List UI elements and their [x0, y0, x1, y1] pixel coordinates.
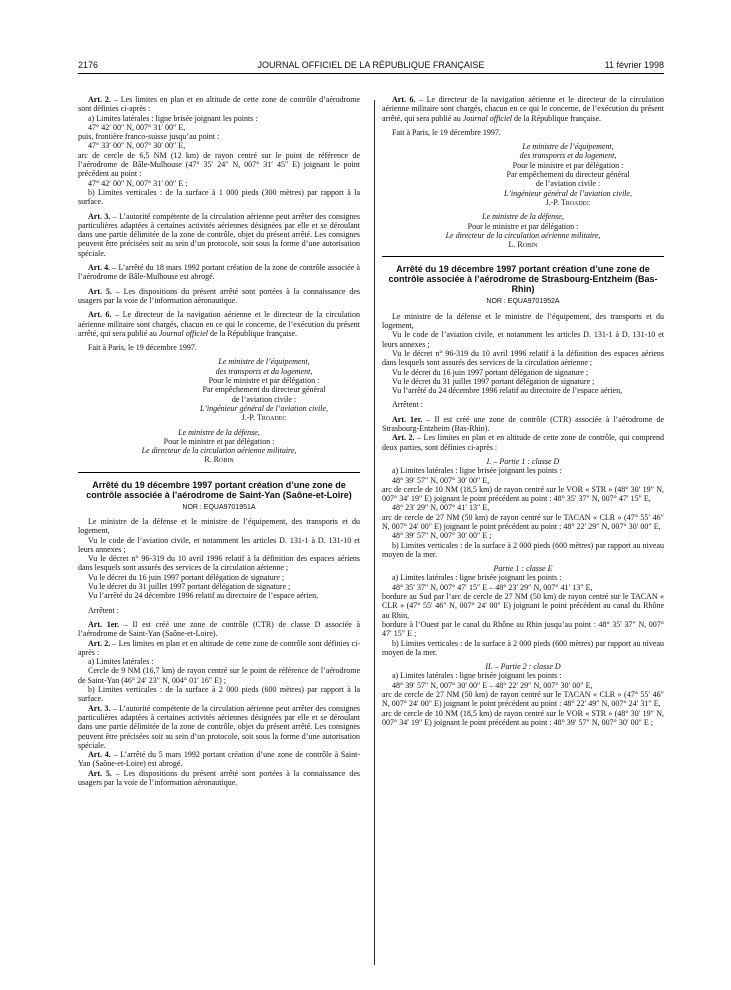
page-number: 2176 [78, 60, 99, 70]
section-heading: II. – Partie 2 : classe D [485, 662, 561, 672]
right-column: Art. 6. – Le directeur de la navigation aérienne et le directeur de la circulation aérienne militaire sont chargés, chacun en ce qui le concerne, de l’exécution du présent arrêté, qui sera publié au Journal officiel de la République française. Fait à Paris, le 19 décembre 1997. Le ministre de l’équipement, des transports et du logement, Pour le ministre et par délégation : Par empêchement du directeur général de l’aviation civile : L’ingénieur général de l’aviation civile, J.-P. Troadec Le ministre de la défense, Pour le ministre et par délégation : Le directeur de la circulation aérienne militaire, L. Robin Arrêté du 19 décembre 1997 portant création d’une zone de contrôle associée à l’aérodrome de Strasbourg-Entzheim (Bas-Rhin) NOR : EQUA9701952A Le ministre de la défense et le ministre de l’équipement, des transports et du logement, Vu le code de l’aviation civile, et notamment les articles D. 131-1 à D. 131-10 et leurs annexes ; Vu le décret n° 96-319 du 10 avril 1996 relatif à la définition des espaces aériens dans lesquels sont assurés des services de la circulation aérienne ; Vu le décret du 16 juin 1997 portant délégation de signature ; Vu le décret du 31 juillet 1997 portant délégation de signature ; Vu l’arrêté du 24 décembre 1996 relatif au directoire de l’espace aérien, Arrêtent : Art. 1er. – Il est créé une zone de contrôle (CTR) associée à l’aérodrome de Strasbourg-Entzheim (Bas-Rhin). Art. 2. – Les limites en plan et en altitude de cette zone de contrôle, qui comprend deux parties, sont définies ci-après : I. – Partie 1 : classe D a) Limites latérales : ligne brisée joignant les points : 48° 39′ 57″ N, 007° 30′ 00″ E, arc de cercle de 10 NM (18,5 km) de rayon centré sur le VOR « STR » (48° 30′ 19″ N, 007° 34′ 19″ E) joignant le point précédent au point : 48° 35′ 37″ N, 007° 47′ 15″ E, 48° 23′ 29″ N, 007° 41′ 13″ E, arc de cercle de 27 NM (50 km) de rayon centré sur le TACAN « CLR » (47° 55′ 46″ N, 007° 24′ 00″ E) joignant le point précédent au point : 48° 22′ 29″ N, 007° 30′ 00″ E, 48° 39′ 57″ N, 007° 30′ 00″ E ; b) Limites verticales : de la surface à 2 000 pieds (600 mètres) par rapport au niveau moyen de la mer. Partie 1 : classe E a) Limites latérales : ligne brisée joignant les points : 48° 35′ 37″ N, 007° 47′ 15″ E – 48° 23′ 29″ N, 007° 41′ 13″ E, bordure au Sud par l’arc de cercle de 27 NM (50 km) de rayon centré sur le TACAN « CLR » (47° 55′ 46″ N, 007° 24′ 00″ E) joignant le point précédent au canal du Rhône au Rhin, bordure à l’Ouest par le canal du Rhône au Rhin jusqu’au point : 48° 35′ 37″ N, 007° 47′ 15″ E ; b) Limites verticales : de la surface à 2 000 pieds (600 mètres) par rapport au niveau moyen de la mer. II. – Partie 2 : classe D a) Limites latérales : ligne brisée joignant les points : 48° 39′ 57″ N, 007° 30′ 00″ E – 48° 22′ 29″ N, 007° 30′ 00″ E, arc de cercle de 27 NM (50 km) de rayon centré sur le TACAN « CLR » (47° 55′ 46″ N, 007° 24′ 00″ E) joignant le point précédent au point : 48° 22′ 49″ N, 007° 24′ 31″ E, arc de cercle de 10 NM (18,5 km) de rayon centré sur le VOR « STR » (48° 30′ 19″ N, 007° 34′ 19″ E) joignant le point précédent au point : 48° 39′ 57″ N, 007° 30′ 00″ E ; [382, 95, 665, 727]
article-paragraph: Art. 4. – L’arrêté du 18 mars 1992 portant création de la zone de contrôle associée à l’aérodrome de Bâle-Mulhouse est abrogé. [78, 263, 360, 282]
nor-reference: NOR : EQUA9701952A [486, 298, 560, 306]
arretent: Arrêtent : [88, 605, 119, 615]
date-line: Fait à Paris, le 19 décembre 1997. [88, 343, 197, 353]
issue-date: 11 février 1998 [604, 60, 664, 70]
text-line: a) Limites latérales : ligne brisée joignant les points : [88, 113, 258, 123]
article-paragraph: Art. 3. – L’autorité compétente de la circulation aérienne peut arrêter des consignes particulières adaptées à certaines activités aériennes désignées par elle et se déroulant dans une partie délimitée de la zone de contrôle, objet du présent arrêté. Les consignes peuvent être précisées soit au sein d’un protocole, soit sous la forme d’une autorisation spéciale. [78, 211, 360, 258]
article-paragraph: Art. 2. – Les limites en plan et en altitude de cette zone de contrôle sont définies ci-après : [78, 638, 361, 657]
signature-block: Le ministre de la défense, Pour le ministre et par délégation : Le directeur de la circulation aérienne militaire, R. Robin [78, 428, 360, 465]
text-line: puis, frontière franco-suisse jusqu’au point : [78, 132, 220, 142]
signatory-name: R. Robin [204, 455, 234, 465]
left-column: Art. 2. – Les limites en plan et en altitude de cette zone de contrôle d’aérodrome sont définies ci-après : a) Limites latérales : ligne brisée joignant les points : 47° 42′ 00″ N, 007° 31′ 00″ E, puis, frontière franco-suisse jusqu’au point : 47° 33′ 00″ N, 007° 30′ 00″ E, arc de cercle de 6,5 NM (12 km) de rayon centré sur le point de référence de l’aérodrome de Bâle-Mulhouse (47° 35′ 24″ N, 007° 31′ 45″ E) joignant le point précédent au point : 47° 42′ 00″ N, 007° 31′ 00″ E ; b) Limites verticales : de la surface à 1 000 pieds (300 mètres) par rapport à la surface. Art. 3. – L’autorité compétente de la circulation aérienne peut arrêter des consignes particulières adaptées à certaines activités aériennes désignées par elle et se déroulant dans une partie délimitée de la zone de contrôle, objet du présent arrêté. Les consignes peuvent être précisées soit au sein d’un protocole, soit sous la forme d’une autorisation spéciale. Art. 4. – L’arrêté du 18 mars 1992 portant création de la zone de contrôle associée à l’aérodrome de Bâle-Mulhouse est abrogé. Art. 5. – Les dispositions du présent arrêté sont portées à la connaissance des usagers par la voie de l’information aéronautique. Art. 6. – Le directeur de la navigation aérienne et le directeur de la circulation aérienne militaire sont chargés, chacun en ce qui le concerne, de l’exécution du présent arrêté, qui sera publié au Journal officiel de la République française. Fait à Paris, le 19 décembre 1997. Le ministre de l’équipement, des transports et du logement, Pour le ministre et par délégation : Par empêchement du directeur général de l’aviation civile : L’ingénieur général de l’aviation civile, J.-P. Troadec Le ministre de la défense, Pour le ministre et par délégation : Le directeur de la circulation aérienne militaire, R. Robin Arrêté du 19 décembre 1997 portant création d’une zone de contrôle associée à l’aérodrome de Saint-Yan (Saône-et-Loire) NOR : EQUA9701951A Le ministre de la défense et le ministre de l’équipement, des transports et du logement, Vu le code de l’aviation civile, et notamment les articles D. 131-1 à D. 131-10 et leurs annexes ; Vu le décret n° 96-319 du 10 avril 1996 relatif à la définition des espaces aériens dans lesquels sont assurés des services de la circulation aérienne ; Vu le décret du 16 juin 1997 portant délégation de signature ; Vu le décret du 31 juillet 1997 portant délégation de signature ; Vu l’arrêté du 24 décembre 1996 relatif au directoire de l’espace aérien, Arrêtent : Art. 1er. – Il est créé une zone de contrôle (CTR) de classe D associée à l’aérodrome de Saint-Yan (Saône-et-Loire). Art. 2. – Les limites en plan et en altitude de cette zone de contrôle sont définies ci-après : a) Limites latérales : Cercle de 9 NM (16,7 km) de rayon centré sur le point de référence de l’aérodrome de Saint-Yan (46° 24′ 23″ N, 004° 01′ 16″ E) ; b) Limites verticales : de la surface à 2 000 pieds (600 mètres) par rapport à la surface. Art. 3. – L’autorité compétente de la circulation aérienne peut arrêter des consignes particulières adaptées à certaines activités aériennes désignées par elle et se déroulant dans une partie délimitée de la zone de contrôle, objet du présent arrêté. Les consignes peuvent être précisées soit au sein d’un protocole, soit sous la forme d’une autorisation spéciale. Art. 4. – L’arrêté du 5 mars 1992 portant création d’une zone de contrôle à Saint-Yan (Saône-et-Loire) est abrogé. Art. 5. – Les dispositions du présent arrêté sont portées à la connaissance des usagers par la voie de l’information aéronautique. [78, 95, 361, 787]
text-line: b) Limites verticales : de la surface à 1 000 pieds (300 mètres) par rapport à la surface. [78, 187, 360, 207]
text-line: arc de cercle de 6,5 NM (12 km) de rayon centré sur le point de référence de l’aérodrome de Bâle-Mulhouse (47° 35′ 24″ N, 007° 31′ 45″ E) joignant le point précédent au point : [78, 150, 360, 179]
nor-reference: NOR : EQUA9701951A [182, 503, 256, 511]
page-header [78, 60, 664, 74]
signature-block: Le ministre de l’équipement, des transports et du logement, Pour le ministre et par délégation : Par empêchement du directeur général de l’aviation civile : L’ingénieur général de l’aviation civile, J.-P. Troadec [168, 357, 360, 422]
section-rule [382, 256, 664, 257]
signatory-name: L. Robin [508, 240, 538, 250]
header-rule [78, 73, 664, 74]
signature-block: Le ministre de la défense, Pour le ministre et par délégation : Le directeur de la circulation aérienne militaire, L. Robin [382, 212, 664, 249]
signatory-name: J.-P. Troadec [241, 413, 287, 423]
article-paragraph: Art. 4. – L’arrêté du 5 mars 1992 portant création d’une zone de contrôle à Saint-Yan (Saône-et-Loire) est abrogé. [78, 750, 360, 769]
journal-title: JOURNAL OFFICIEL DE LA RÉPUBLIQUE FRANÇAISE [257, 60, 485, 70]
article-paragraph: Art. 6. – Le directeur de la navigation aérienne et le directeur de la circulation aérienne militaire sont chargés, chacun en ce qui le concerne, de l’exécution du présent arrêté, qui sera publié au Journal officiel de la République française. [382, 95, 664, 123]
article-paragraph: Art. 1er. – Il est créé une zone de contrôle (CTR) de classe D associée à l’aérodrome de Saint-Yan (Saône-et-Loire). [78, 619, 361, 639]
signature-block: Le ministre de l’équipement, des transports et du logement, Pour le ministre et par délégation : Par empêchement du directeur général de l’aviation civile : L’ingénieur général de l’aviation civile, J.-P. Troadec [472, 142, 664, 207]
article-paragraph: Art. 2. – Les limites en plan et en altitude de cette zone de contrôle, qui comprend deux parties, sont définies ci-après : [382, 433, 664, 452]
article-paragraph: Art. 1er. – Il est créé une zone de contrôle (CTR) associée à l’aérodrome de Strasbourg-Entzheim (Bas-Rhin). [382, 414, 665, 434]
coordinate: 47° 42′ 00″ N, 007° 31′ 00″ E ; [88, 178, 188, 188]
section-heading: Partie 1 : classe E [493, 564, 553, 574]
article-paragraph: Art. 5. – Les dispositions du présent arrêté sont portées à la connaissance des usagers par la voie de l’information aéronautique. [78, 768, 361, 787]
signatory-name: J.-P. Troadec [545, 197, 591, 207]
article-paragraph: Art. 6. – Le directeur de la navigation aérienne et le directeur de la circulation aérienne militaire sont chargés, chacun en ce qui le concerne, de l’exécution du présent arrêté, qui sera publié au Journal officiel de la République française. [78, 310, 360, 338]
decree-title: Arrêté du 19 décembre 1997 portant création d’une zone de contrôle associée à l’aérodrome de Strasbourg-Entzheim (Bas-Rhin) [388, 264, 658, 295]
section-heading: I. – Partie 1 : classe D [486, 456, 560, 466]
coordinate: 47° 42′ 00″ N, 007° 31′ 00″ E, [88, 122, 186, 132]
decree-title: Arrêté du 19 décembre 1997 portant création d’une zone de contrôle associée à l’aérodrome de Saint-Yan (Saône-et-Loire) [86, 479, 352, 500]
date-line: Fait à Paris, le 19 décembre 1997. [392, 127, 501, 137]
article-paragraph: Art. 5. – Les dispositions du présent arrêté sont portées à la connaissance des usagers par la voie de l’information aéronautique. [78, 286, 361, 305]
article-paragraph: Art. 2. – Les limites en plan et en altitude de cette zone de contrôle d’aérodrome sont définies ci-après : [78, 95, 360, 114]
arretent: Arrêtent : [392, 400, 423, 410]
section-rule [78, 472, 360, 473]
article-paragraph: Art. 3. – L’autorité compétente de la circulation aérienne peut arrêter des consignes particulières adaptées à certaines activités aériennes désignées par elle et se déroulant dans une partie délimitée de la zone de contrôle, objet du présent arrêté. Les consignes peuvent être précisées soit au sein d’un protocole, soit sous la forme d’une autorisation spéciale. [78, 703, 360, 750]
coordinate: 47° 33′ 00″ N, 007° 30′ 00″ E, [88, 141, 186, 151]
column-divider [374, 100, 375, 965]
